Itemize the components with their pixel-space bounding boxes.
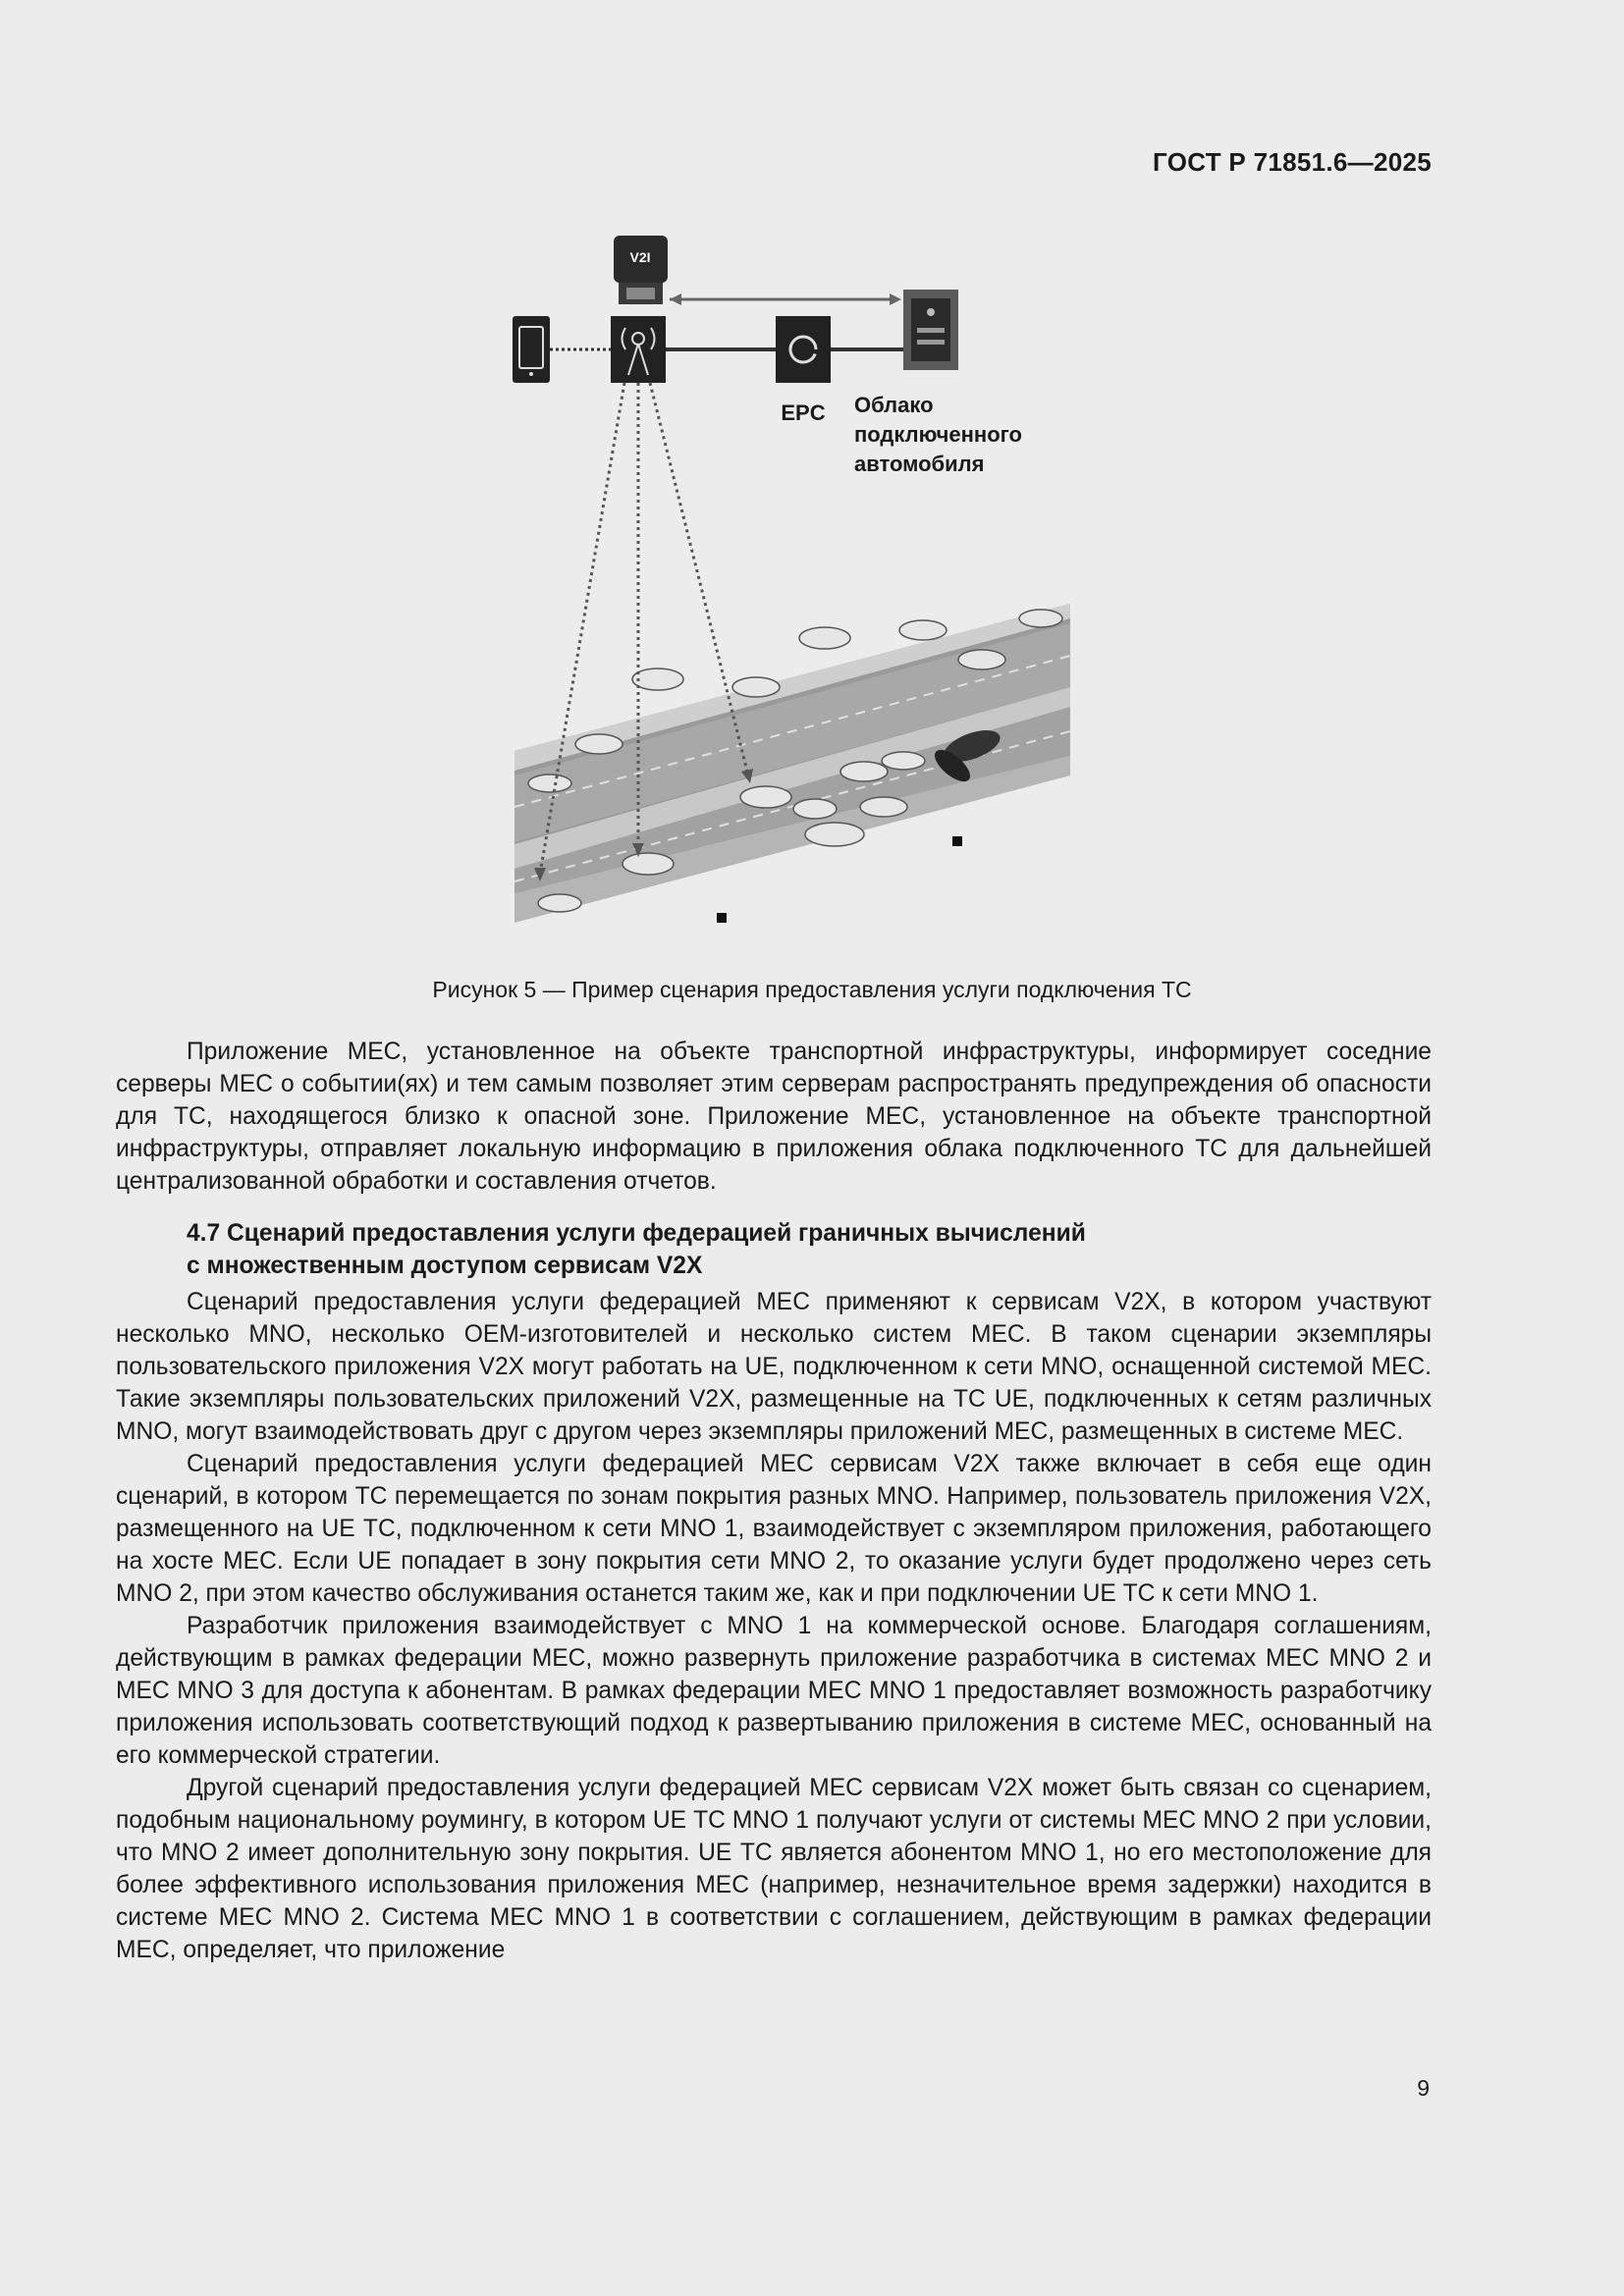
paragraph-1: Приложение MEC, установленное на объекте транспортной инфраструктуры, информирует соседние серверы MEC о событии(ях) и тем самым позволяет этим серверам распространять предупреждения об опасности для ТС, находящегося близко к опасной зоне. Приложение MEC, установленное на объекте транспортной инфраструктуры, отправляет локальную информацию в приложения облака подключенного ТС для дальнейшей централизованной обработки и составления отчетов. bbox=[116, 1039, 1432, 1195]
paragraph-4: Разработчик приложения взаимодействует с MNO 1 на коммерческой основе. Благодаря соглашениям, действующим в рамках федерации MEC, можно развернуть приложение разработчика в системах MEC MNO 2 и MEC MNO 3 для доступа к абонентам. В рамках федерации MEC MNO 1 предоставляет возможность разработчику приложения использовать соответствующий подход к развертыванию приложения в системе MEC, основанный на его коммерческой стратегии. bbox=[116, 1613, 1432, 1769]
cloud-server-icon bbox=[903, 290, 958, 370]
epc-icon bbox=[776, 316, 831, 383]
cloud-label-line-2: подключенного bbox=[854, 422, 1022, 447]
cloud-label-line-3: автомобиля bbox=[854, 452, 985, 476]
epc-label: EPC bbox=[781, 400, 826, 425]
road-illustration bbox=[514, 604, 1070, 923]
v2i-badge: V2I bbox=[629, 249, 651, 265]
paragraph-2: Сценарий предоставления услуги федерацией MEC применяют к сервисам V2X, в котором участвуют несколько MNO, несколько OEM-изготовителей и несколько систем MEC. В таком сценарии экземпляры пользовательского приложения V2X могут работать на UE, подключенном к сети MNO, оснащенной системой MEC. Такие экземпляры пользовательских приложений V2X, размещенные на ТС UE, подключенных к сетям различных MNO, могут взаимодействовать друг с другом через экземпляры приложений MEC, размещенных в системе MEC. bbox=[116, 1289, 1432, 1445]
paragraph-5: Другой сценарий предоставления услуги федерацией MEC сервисам V2X может быть связан со сценарием, подобным национальному роумингу, в котором UE ТС MNO 1 получают услуги от системы MEC MNO 2 при условии, что MNO 2 имеет дополнительную зону покрытия. UE ТС является абонентом MNO 1, но его местоположение для более эффективного использования приложения MEC (например, незначительное время задержки) находится в системе MEC MNO 2. Система MEC MNO 1 в соответствии с соглашением, действующим в рамках федерации MEC, определяет, что приложение bbox=[116, 1775, 1432, 1963]
document-id: ГОСТ Р 71851.6—2025 bbox=[1153, 147, 1432, 177]
heading-line-1: 4.7 Сценарий предоставления услуги федерацией граничных вычислений bbox=[187, 1220, 1086, 1247]
cloud-label bbox=[854, 393, 1028, 476]
main-text bbox=[116, 1036, 1432, 1966]
cloud-label-line-1: Облако bbox=[854, 393, 934, 417]
smartphone-icon bbox=[513, 316, 550, 383]
page-number: 9 bbox=[1417, 2075, 1430, 2101]
figure-5 bbox=[491, 226, 1100, 933]
v2i-unit bbox=[614, 236, 668, 304]
figure-caption: Рисунок 5 — Пример сценария предоставления услуги подключения ТС bbox=[432, 977, 1192, 1002]
paragraph-3: Сценарий предоставления услуги федерацией MEC сервисам V2X также включает в себя еще один сценарий, в котором ТС перемещается по зонам покрытия разных MNO. Например, пользователь приложения V2X, размещенного на UE ТС, подключенном к сети MNO 1, взаимодействует с экземпляром приложения, работающего на хосте MEC. Если UE попадает в зону покрытия сети MNO 2, то оказание услуги будет продолжено через сеть MNO 2, при этом качество обслуживания останется таким же, как и при подключении UE ТС к сети MNO 1. bbox=[116, 1451, 1432, 1607]
scenario-diagram bbox=[491, 226, 1100, 933]
antenna-icon bbox=[611, 316, 666, 383]
heading-line-2: с множественным доступом сервисам V2X bbox=[187, 1253, 703, 1279]
section-heading-4-7 bbox=[187, 1217, 1432, 1282]
